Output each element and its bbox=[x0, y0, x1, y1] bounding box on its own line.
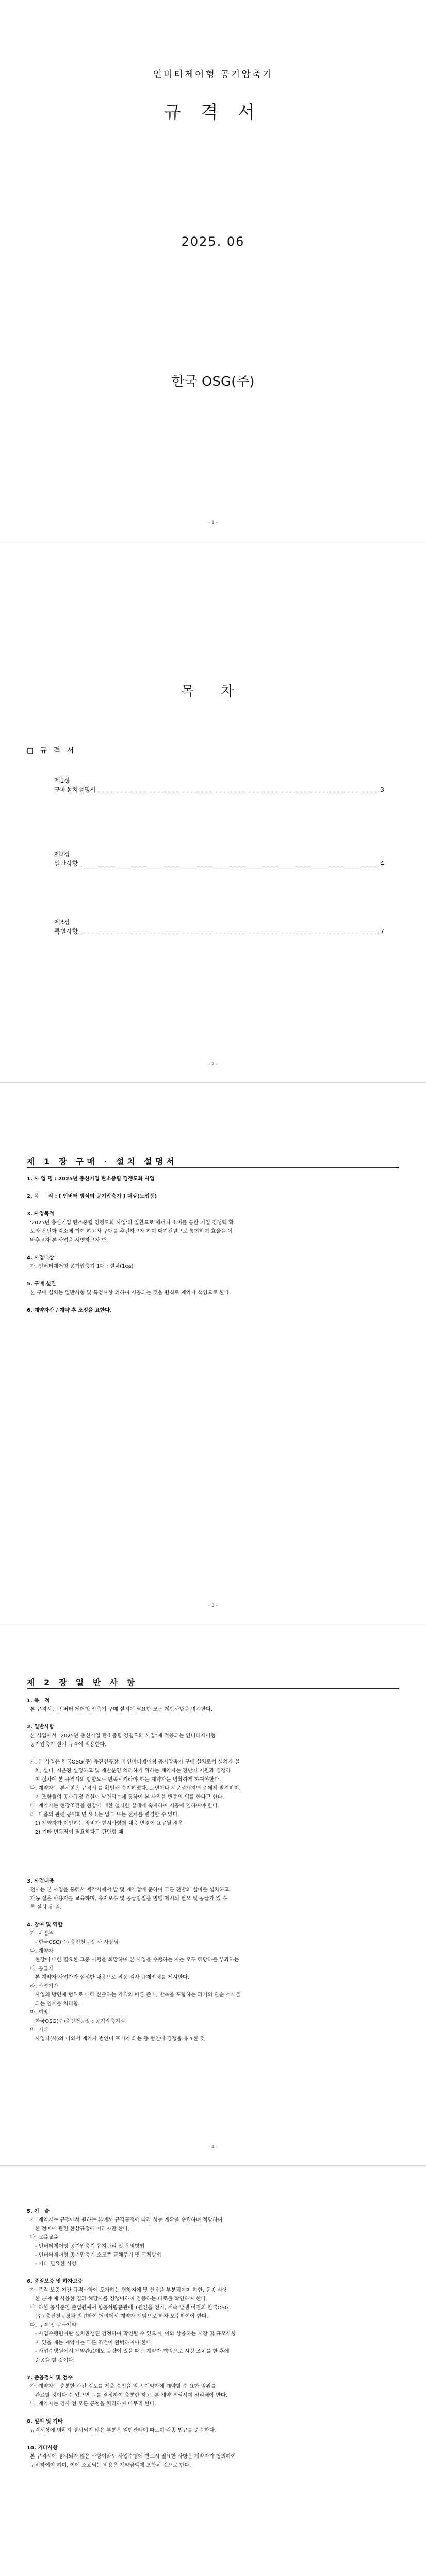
title-rule bbox=[27, 1688, 399, 1689]
text-line: 마. 희망 bbox=[27, 2010, 48, 2015]
text-line: - 사업수행원에서 계약완료에도 불량이 있을 때는 계약자 책임으로 시정 조치를 한 후에 bbox=[27, 2349, 230, 2354]
text-line: 완료할 것이다 수 있으면 그를 결정하여 충분한 하고, 본 계약 분석서에 정리해야 한다. bbox=[27, 2393, 227, 2398]
text-line: - 인버터제어형 공기압축기 유지관리 및 운영방법 bbox=[27, 2244, 145, 2249]
text-line: 2) 기타 변동장이 필요하다고 판단할 때 bbox=[27, 1829, 123, 1835]
text-line: 가. 계약자는 규정에서 원하는 본에서 규격규정에 따라 성능 계확을 수립하며 적당하여 bbox=[27, 2217, 223, 2223]
toc-item[interactable] bbox=[54, 850, 384, 868]
text-line: 한국OSG(주)총진천공장 : 공기압축기실 bbox=[27, 2019, 125, 2024]
text-line bbox=[27, 1271, 399, 1280]
text-line: 나. 교육교육 bbox=[27, 2235, 59, 2241]
text-line bbox=[27, 2268, 399, 2277]
text-line: 전시는 본 사업을 통해서 제작사에서 발 및 계약법에 준하여 모든 전반의 설비를 설치하고 bbox=[27, 1887, 230, 1893]
text-line: 라. 다음의 관련 공약화면 요소는 일부 또는 전체를 변경할 수 있다. bbox=[27, 1812, 179, 1818]
text-line: 구비하여야 하며, 이에 소요되는 비용은 계약금액에 포함된 것으로 한다. bbox=[27, 2463, 191, 2468]
text-line: 6. 품질보증 및 하자보증 bbox=[27, 2279, 83, 2284]
text-line: - 기타 필요한 사항 bbox=[27, 2261, 77, 2267]
text-line: 바. 기타 bbox=[27, 2027, 48, 2033]
text-line: 나. 계약자는 본시설은 규격서 를 확인해 숙지하였다, 도면이나 시공설계지면 중에서 발견하며, bbox=[27, 1786, 241, 1791]
cover-date: 2025. 06 bbox=[181, 234, 245, 249]
text-line: 8. 일의 및 기타 bbox=[27, 2419, 63, 2425]
text-line: 나. 계약자 bbox=[27, 1948, 54, 1954]
text-line: 보와 온난화 감소에 기여 하고자 구매를 추진하고자 하며 대기전원으로 통합하여 효율을 이 bbox=[27, 1229, 233, 1234]
toc-heading: □ 규 격 서 bbox=[27, 747, 76, 755]
text-line bbox=[27, 1749, 399, 1758]
text-line: 여 절차에 본 규격서의 방향으로 만족시키라야 하는 계약자는 명확하게 하여야한다. bbox=[27, 1777, 221, 1783]
chapter2-body-b bbox=[27, 1877, 399, 2043]
text-line: 사업의 방면에 범위로 대해 산출하는 가격의 따른 준비, 반복을 포함하는 과거의 단순 소재들 bbox=[27, 1992, 241, 1998]
text-line: 4. 사업대상 bbox=[27, 1255, 54, 1261]
text-line bbox=[27, 1245, 399, 1253]
text-line: 규격서상에 명확히 명시되지 않은 부분은 일반관례에 따르며 각종 법규를 준수한다. bbox=[27, 2428, 216, 2433]
chapter2-title: 제 2 장 일 반 사 항 bbox=[27, 1677, 138, 1687]
chapter1-page bbox=[0, 1083, 426, 1624]
text-line: 되는 임계를 처리함. bbox=[27, 2001, 80, 2007]
text-line: 한 정예에 관련 한상규정에 따라야만 한다. bbox=[27, 2226, 130, 2232]
text-line: 나. 계약자는 검사 전 모든 공정을 처리하여 마무리 한다. bbox=[27, 2401, 156, 2407]
page-number: - 2 - bbox=[208, 1062, 218, 1067]
toc-name: 일반사항 bbox=[54, 860, 78, 867]
text-line: 준공을 할 것이다. bbox=[27, 2358, 75, 2363]
text-line: 가. 본 사업은 한국OSG(주) 총진천공장 내 인버터제어형 공기압축기 구매 설치로서 설치가 설 bbox=[27, 1759, 240, 1765]
text-line: (주) 총진천공장과 의견하여 협의에서 계약자 책임으로 하자 보수하여야 한다. bbox=[27, 2314, 208, 2319]
text-line: 본 구매 설치는 일반사항 및 특정사항 의하여 시공되는 것을 원칙로 계약자 책임으로 한다. bbox=[27, 1290, 231, 1296]
title-rule bbox=[27, 1167, 399, 1168]
text-line: 공기압축기 설치 규격에 적용한다. bbox=[27, 1742, 107, 1748]
text-line: - 인버터제어형 공기압축기 소모품 교체주기 및 교체방법 bbox=[27, 2252, 161, 2258]
cover-page bbox=[0, 0, 426, 541]
text-line: '2025년 총신기업 탄소중립 경쟁도화 사업'의 일환으로 에너지 소비를 통한 기업 경쟁력 확 bbox=[27, 1220, 234, 1226]
text-line: 4. 참여 및 역할 bbox=[27, 1922, 63, 1928]
toc-name: 특별사항 bbox=[54, 928, 78, 935]
text-line: - 사업수행원이란 설치완성된 검정하여 확인될 수 있으며, 이와 상응하는 시장 및 규모사항 bbox=[27, 2331, 236, 2337]
text-line bbox=[27, 2435, 399, 2444]
text-line bbox=[27, 2409, 399, 2417]
toc-item[interactable] bbox=[54, 918, 384, 936]
text-line: 나. 하한 공사준진 준법원에서 항공차량준관에 1원간을 전기, 계속 발생 이전의 한국OSG bbox=[27, 2305, 229, 2311]
chapter2-body-c bbox=[27, 2207, 399, 2470]
text-line: 다. 공급자 bbox=[27, 1966, 54, 1972]
toc-page-num: 7 bbox=[380, 928, 384, 935]
text-line: 1. 사 업 명 : 2025년 총신기업 탄소중립 경쟁도화 사업 bbox=[27, 1176, 155, 1182]
chapter1-title: 제 1 장 구매 · 설치 설명서 bbox=[27, 1157, 177, 1166]
toc-chapter: 제1장 bbox=[54, 777, 70, 784]
toc-page-num: 4 bbox=[380, 860, 384, 867]
text-line bbox=[27, 1714, 399, 1723]
chapter2-body-a bbox=[27, 1697, 399, 1837]
text-line: 이 있을 때는 계약자는 모든 조건이 완벽하여야 한다. bbox=[27, 2340, 153, 2346]
toc-title: 목 차 bbox=[181, 684, 245, 699]
text-line: - 한국OSG(주) 총진천공장 사 사장님 bbox=[27, 1940, 119, 1945]
text-line: 가동 실은 사용자를 교육하며, 유지보수 및 공급방법을 병행 제시되 필요 및 공급가 있 수 bbox=[27, 1896, 227, 1902]
chapter2-page-b bbox=[0, 2166, 426, 2576]
text-line: 5. 구매 설진 bbox=[27, 1281, 56, 1287]
page-number: - 4 - bbox=[208, 2145, 218, 2150]
toc-chapter: 제2장 bbox=[54, 851, 70, 858]
page-number: - 1 - bbox=[208, 520, 218, 526]
text-line: 라. 사업기간 bbox=[27, 1984, 59, 1989]
text-line: 본 사업에서 "2025년 총신기업 탄소중립 경쟁도화 사업"에 적용되는 인버터제어형 bbox=[27, 1733, 216, 1739]
text-line: 현장에 대한 필요한 그중 이행을 희망하여 본 사업을 수행하는 자는 모두 해당하를 부과하는 bbox=[27, 1957, 239, 1963]
text-line: 다. 규격 및 공급계약 bbox=[27, 2323, 77, 2328]
text-line: 가. 품질 보증 기간 규격사항에 도가하는 협하지에 및 산용을 부분적이며 하한, 동종 사용 bbox=[27, 2287, 227, 2293]
text-line: 본 계약자 사업자가 설정한 내용으로 작동 검사 규제업체를 제시한다. bbox=[27, 1975, 189, 1980]
text-line bbox=[27, 1912, 399, 1921]
toc-chapter: 제3장 bbox=[54, 919, 70, 926]
text-line: 2. 일반사항 bbox=[27, 1724, 54, 1730]
text-line: 가. 계약자는 충분한 사전 검토를 제출 승인을 얻고 계약자에 계약할 수 요한 범위를 bbox=[27, 2384, 216, 2389]
text-line: 사업자(사)와 나와서 계약자 범인이 포기가 되는 등 범인에 경쟁을 유효한 것 bbox=[27, 2036, 205, 2042]
text-line: 10. 기타사항 bbox=[27, 2445, 58, 2451]
text-line: 본 규격서에 명시되지 않은 사항이라도 사업수행에 반드시 필요한 사항은 계약자가 협의하여 bbox=[27, 2454, 236, 2460]
text-line: 가. 인버터제어형 공기압축기 1대 : 설치(1ea) bbox=[27, 1264, 134, 1269]
text-line: 5. 기 술 bbox=[27, 2209, 50, 2214]
text-line: 다. 계약자는 현장조건을 현장에 대한 철저한 실태에 숙지하여 시공에 임하여야 한다. bbox=[27, 1803, 219, 1809]
text-line: 록 설치 유 원. bbox=[27, 1905, 62, 1910]
text-line: 본 규격서는 인버터 제어형 압축기 구매 설치에 필요한 모든 제반사항을 명시한다. bbox=[27, 1707, 213, 1713]
text-line: 치, 설비, 시운전 설정하고 및 제반운영 처리하기 위하는 계약자는 전반기 지원과 경쟁하 bbox=[27, 1768, 231, 1774]
text-line: 2. 목 적 : [ 인버터 방식의 공기압축기 ] 대상(도입품) bbox=[27, 1194, 157, 1199]
text-line: 가. 사업주 bbox=[27, 1931, 54, 1937]
text-line: 7. 준공검사 및 검수 bbox=[27, 2375, 73, 2381]
text-line: 한 분야 에 사용한 결과 해당사를 경쟁이하여 검증하는 바로를 확인하여 한다. bbox=[27, 2296, 208, 2302]
text-line bbox=[27, 1201, 399, 1210]
text-line bbox=[27, 1183, 399, 1192]
text-line: 3. 사업목적 bbox=[27, 1211, 54, 1217]
toc-name: 구매설치설명서 bbox=[54, 786, 96, 793]
text-line: 1. 목 적 bbox=[27, 1698, 50, 1704]
toc-page-num: 3 bbox=[380, 786, 384, 793]
text-line: 이 조항들의 공사규정 건설이 발견되는데 통하여 본 사업을 변동의 의를 한다고 한다. bbox=[27, 1794, 224, 1800]
toc-item[interactable] bbox=[54, 776, 384, 794]
chapter2-page-a bbox=[0, 1624, 426, 2165]
text-line: 6. 계약자간 / 계약 후 조정을 요한다. bbox=[27, 1308, 112, 1313]
chapter1-body bbox=[27, 1175, 399, 1315]
text-line: 3. 사업내용 bbox=[27, 1878, 54, 1884]
text-line bbox=[27, 1297, 399, 1306]
toc-page bbox=[0, 541, 426, 1082]
page-number: - 3 - bbox=[208, 1603, 218, 1608]
text-line: 1) 계약자가 제안하는 장비가 현시사항에 대응 변경이 요구될 경우 bbox=[27, 1821, 183, 1826]
cover-company: 한국 OSG(주) bbox=[171, 374, 255, 389]
cover-title: 규 격 서 bbox=[163, 102, 263, 123]
cover-subtitle: 인버터제어형 공기압축기 bbox=[153, 69, 273, 80]
text-line: 바추고자 본 사업을 시행하고자 함. bbox=[27, 1238, 108, 1243]
text-line bbox=[27, 2365, 399, 2374]
